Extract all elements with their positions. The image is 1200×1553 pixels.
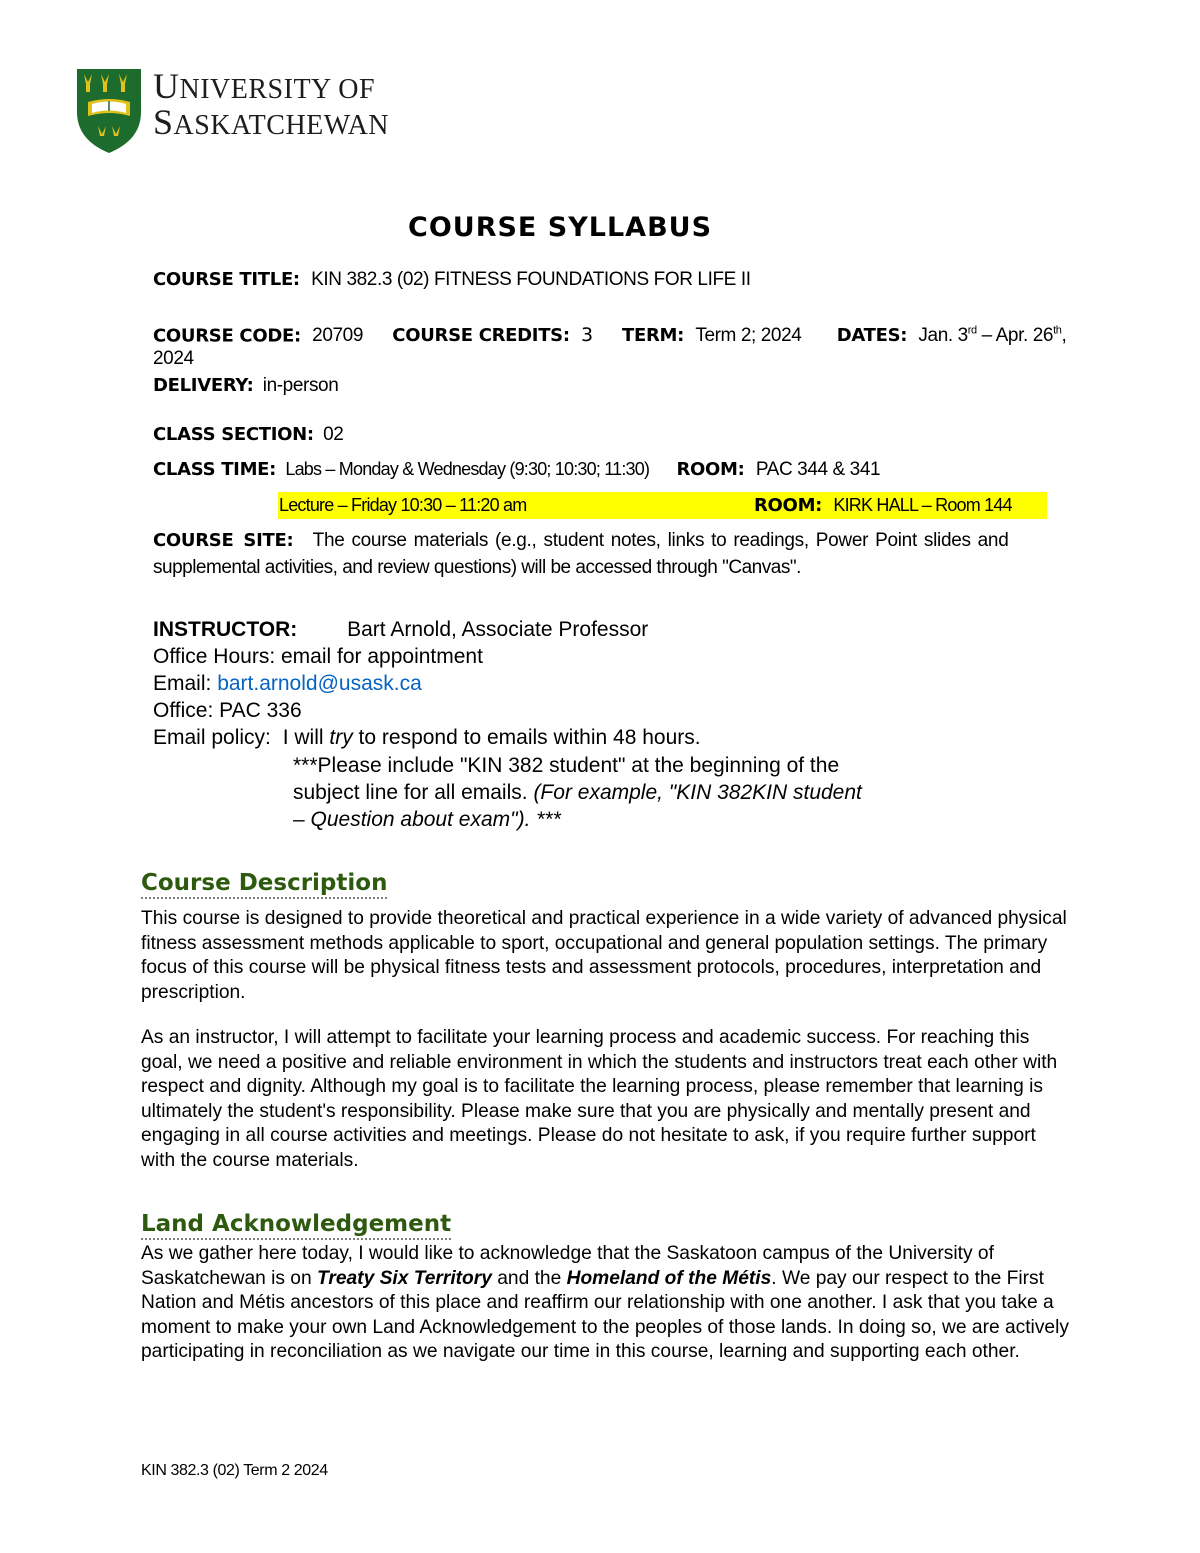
university-shield-logo — [76, 68, 142, 154]
course-site-value-line1: The course materials (e.g., student notes, links to readings, Power Point slides and — [312, 530, 1009, 551]
term-label: TERM: — [622, 325, 685, 347]
class-time-label: CLASS TIME: — [153, 459, 277, 480]
land-acknowledgement-paragraph: As we gather here today, I would like to acknowledge that the Saskatoon campus of the University of Saskatchewan is on Treaty Six Territory and the Homeland of the Métis. We pay our respect to the First Nation and Métis ancestors of this place and reaffirm our relationship with one another. I ask that you take a moment to make your own Land Acknowledgement to the peoples of those lands. In doing so, we are actively participating in reconciliation as we navigate our time in this course, learning and supporting each other. — [141, 1243, 1069, 1363]
instructor-email-link[interactable]: bart.arnold@usask.ca — [217, 672, 422, 695]
office-hours: Office Hours: email for appointment — [153, 645, 483, 668]
room-label: ROOM: — [676, 459, 745, 480]
course-description-paragraph-1: This course is designed to provide theoretical and practical experience in a wide variety of advanced physical fitness assessment methods applicable to sport, occupational and general population settings. The primary focus of this course will be physical fitness tests and assessment protocols, procedures, interpretation and prescription. — [141, 908, 1067, 1003]
lecture-room-value: KIRK HALL – Room 144 — [833, 495, 1012, 515]
university-wordmark: UNIVERSITY OF SASKATCHEWAN — [153, 66, 390, 142]
page-title: COURSE SYLLABUS — [408, 212, 713, 243]
delivery-label: DELIVERY: — [153, 375, 254, 396]
course-description-paragraph-2: As an instructor, I will attempt to facilitate your learning process and academic success. For reaching this goal, we need a positive and reliable environment in which the students and instructors treat each other with respect and dignity. Although my goal is to facilitate the learning process, please remember that learning is ultimately the student's responsibility. Please make sure that you are physically and mentally present and engaging in all course activities and meetings. Please do not hesitate to ask, if you require further support with the course materials. — [141, 1027, 1058, 1171]
email-policy-line3: subject line for all emails. (For example, "KIN 382KIN student — [293, 781, 862, 804]
email-row — [153, 670, 422, 697]
course-title-value: KIN 382.3 (02) FITNESS FOUNDATIONS FOR LIFE II — [311, 269, 751, 290]
instructor-label: INSTRUCTOR: — [153, 618, 298, 641]
email-policy-line2: ***Please include "KIN 382 student" at the beginning of the — [293, 754, 840, 777]
instructor-row — [153, 616, 648, 643]
class-time-row — [153, 456, 880, 483]
term-value: Term 2; 2024 — [695, 325, 802, 347]
dates-year: 2024 — [153, 348, 194, 369]
room-value: PAC 344 & 341 — [755, 459, 881, 480]
treaty-six-territory: Treaty Six Territory — [317, 1267, 492, 1289]
course-credits-value: 3 — [581, 324, 593, 347]
lecture-room-label: ROOM: — [754, 495, 823, 516]
course-title-row — [153, 266, 751, 293]
dates-value: Jan. 3rd – Apr. 26th, — [918, 325, 1067, 347]
course-title-label: COURSE TITLE: — [153, 269, 300, 290]
email-label: Email: — [153, 672, 218, 695]
course-site-value-line2: supplemental activities, and review questions) will be accessed through "Canvas". — [153, 557, 801, 578]
class-section-label: CLASS SECTION: — [153, 424, 314, 445]
office-location: Office: PAC 336 — [153, 699, 302, 722]
course-code-label: COURSE CODE: — [153, 325, 301, 347]
page-footer: KIN 382.3 (02) Term 2 2024 — [141, 1462, 328, 1479]
class-section-value: 02 — [323, 424, 344, 445]
course-code-value: 20709 — [312, 325, 363, 347]
email-policy-label: Email policy: — [153, 726, 271, 749]
course-site-row — [153, 527, 1008, 554]
delivery-row — [153, 372, 338, 399]
homeland-of-the-metis: Homeland of the Métis — [566, 1267, 772, 1289]
class-time-value: Labs – Monday & Wednesday (9:30; 10:30; 11:30) — [285, 459, 650, 479]
lecture-room-row — [754, 492, 1012, 519]
email-policy-line4: – Question about exam"). *** — [293, 808, 561, 831]
email-policy-text: I will try to respond to emails within 48 hours. — [282, 726, 701, 749]
land-acknowledgement-heading: Land Acknowledgement — [141, 1210, 451, 1240]
dates-label: DATES: — [836, 325, 908, 347]
course-meta-row — [153, 318, 1066, 349]
course-description-heading: Course Description — [141, 869, 387, 899]
email-policy-row — [153, 724, 701, 751]
course-credits-label: COURSE CREDITS: — [392, 325, 570, 347]
class-section-row — [153, 421, 343, 448]
course-site-label: COURSE SITE: — [153, 530, 294, 551]
lecture-time-value: Lecture – Friday 10:30 – 11:20 am — [279, 495, 527, 515]
delivery-value: in-person — [262, 375, 339, 396]
instructor-name: Bart Arnold, Associate Professor — [347, 618, 649, 641]
